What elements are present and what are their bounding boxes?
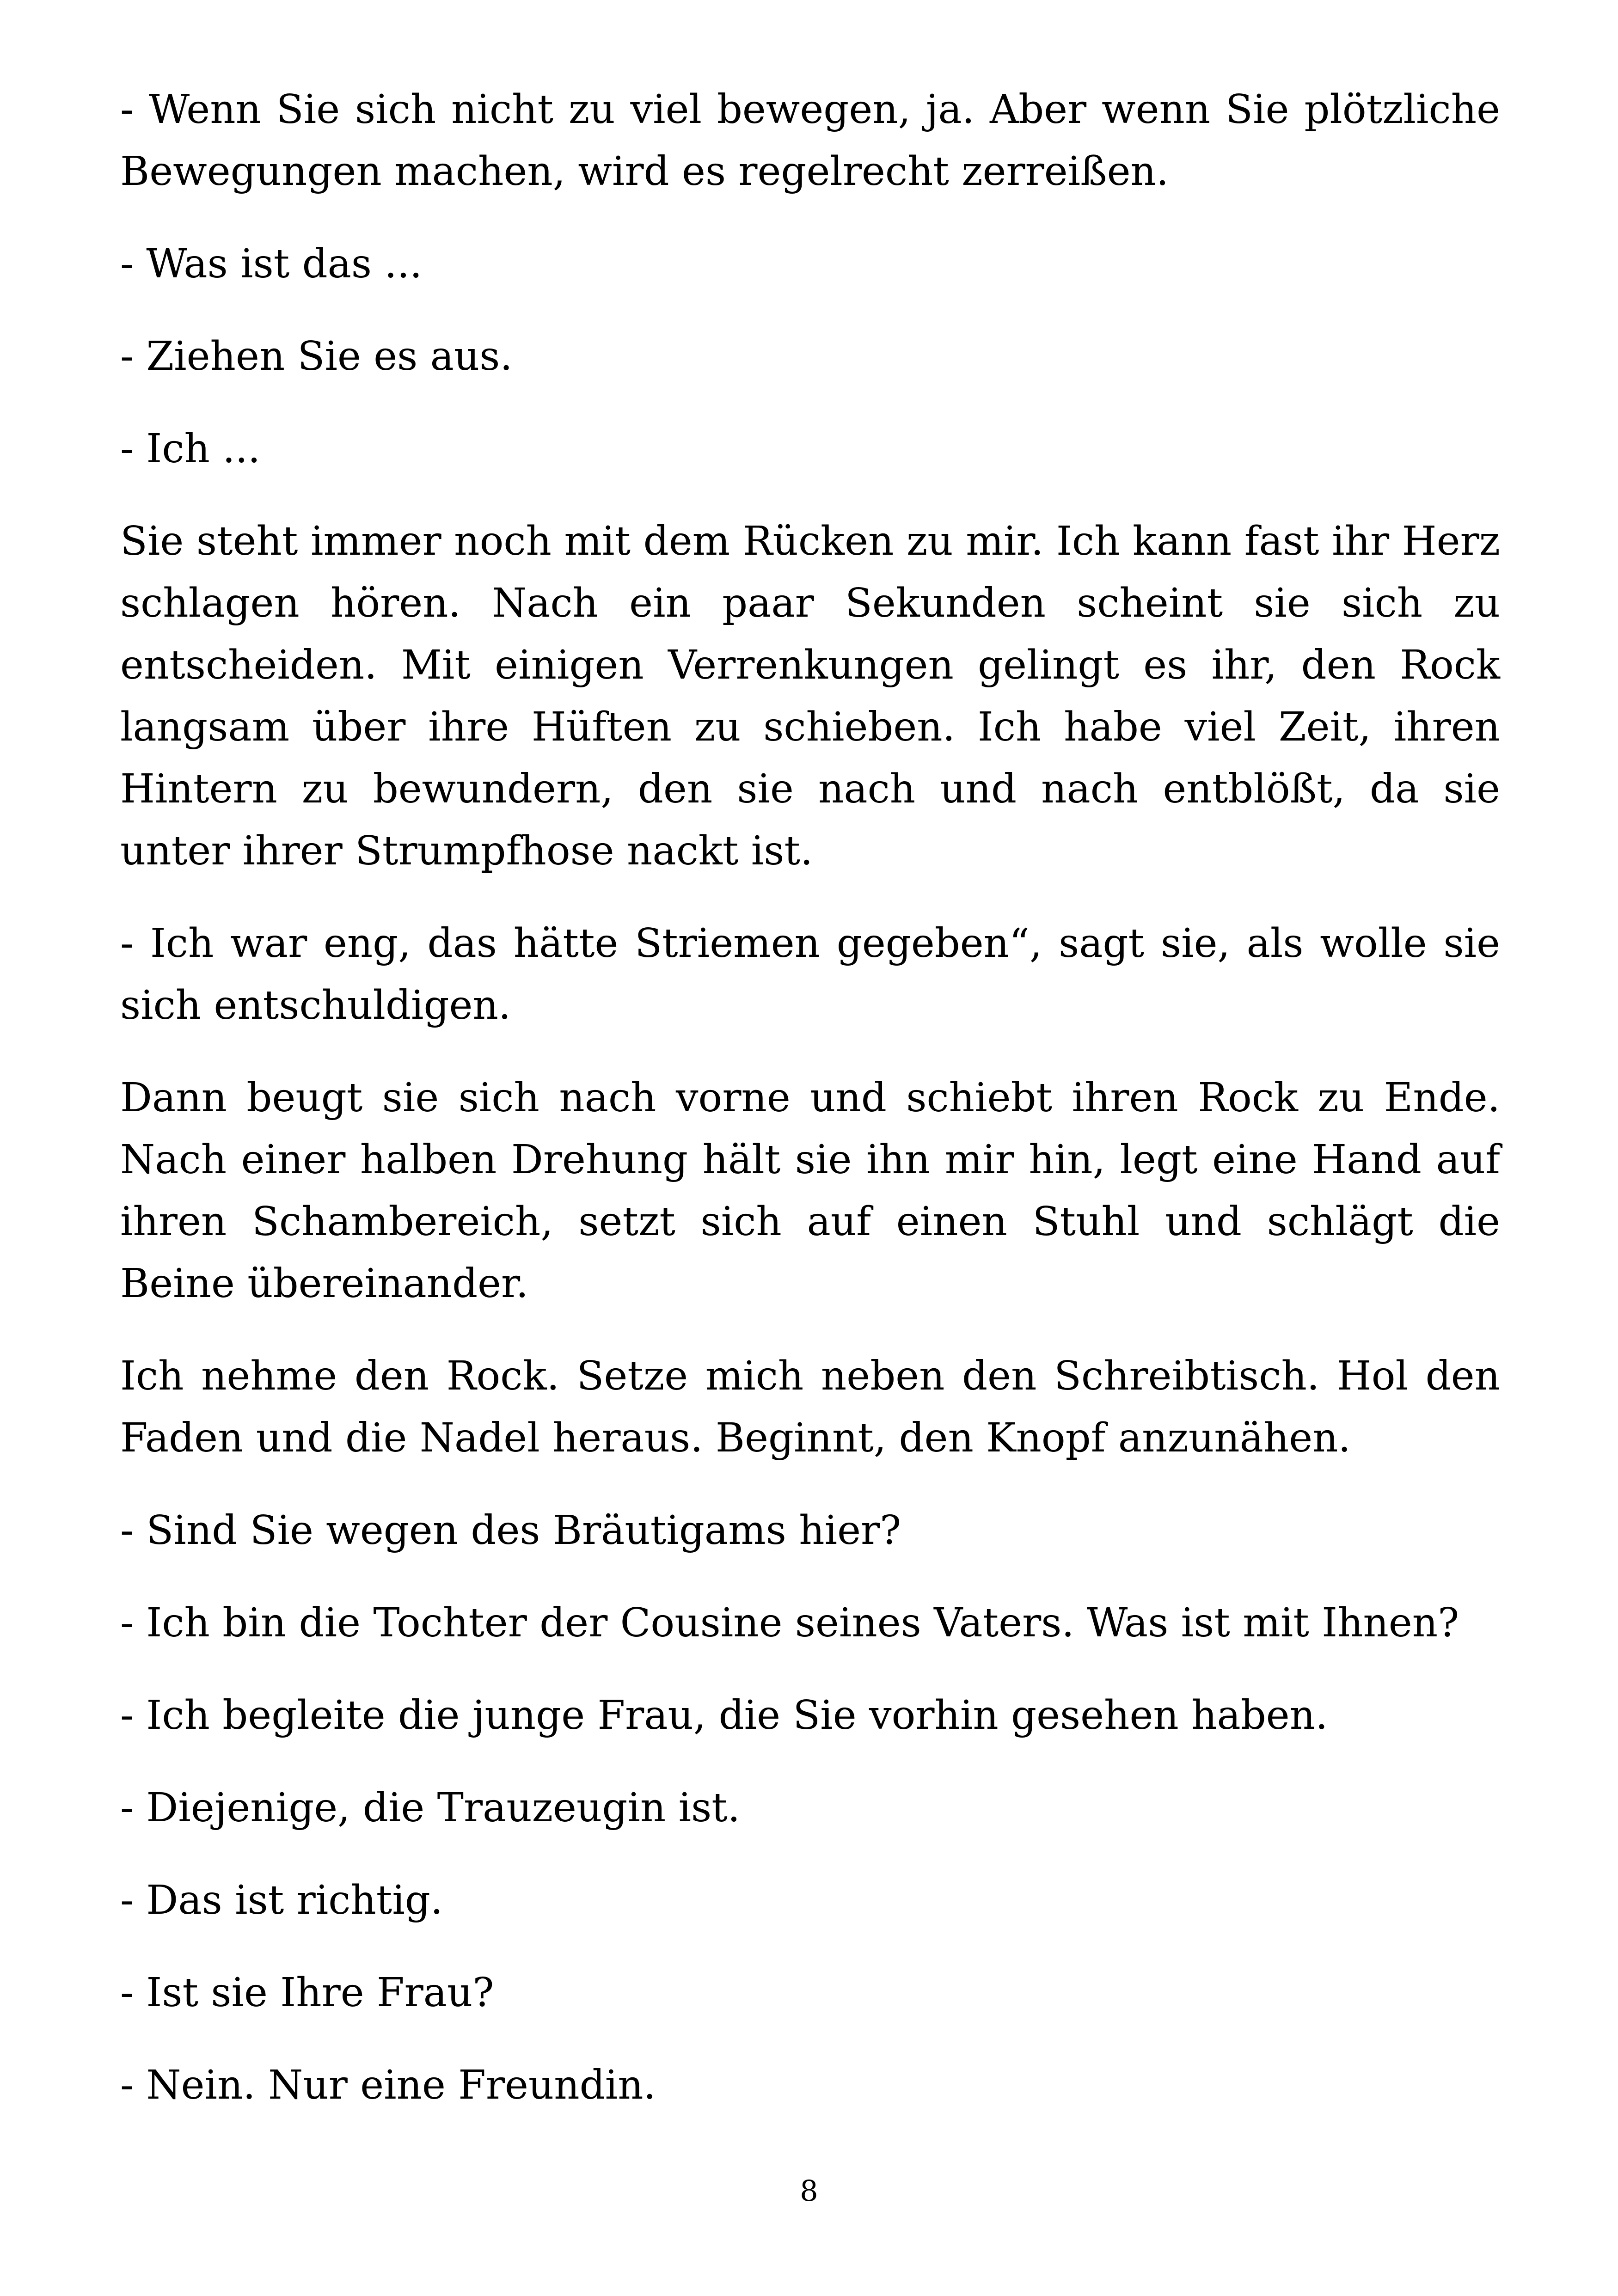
page-number: 8 <box>800 2174 818 2208</box>
paragraph-10: - Ich bin die Tochter der Cousine seines Vaters. Was ist mit Ihnen? <box>120 1600 1459 1646</box>
paragraph-11: - Ich begleite die junge Frau, die Sie vorhin gesehen haben. <box>120 1692 1328 1739</box>
paragraph-6: - Ich war eng, das hätte Striemen gegeben“, sagt sie, als wolle sie sich entschuldigen. <box>120 920 1500 1029</box>
paragraph-4: - Ich ... <box>120 426 261 472</box>
paragraph-15: - Nein. Nur eine Freundin. <box>120 2062 656 2108</box>
paragraph-12: - Diejenige, die Trauzeugin ist. <box>120 1785 741 1831</box>
paragraph-9: - Sind Sie wegen des Bräutigams hier? <box>120 1507 901 1554</box>
paragraph-5: Sie steht immer noch mit dem Rücken zu mir. Ich kann fast ihr Herz schlagen hören. Nach ein paar Sekunden scheint sie sich zu entscheiden. Mit einigen Verrenkungen gelingt es ihr, den Rock langsam über ihre Hüften zu schieben. Ich habe viel Zeit, ihren Hintern zu bewundern, den sie nach und nach entblößt, da sie unter ihrer Strumpfhose nackt ist. <box>120 518 1500 874</box>
paragraph-8: Ich nehme den Rock. Setze mich neben den Schreibtisch. Hol den Faden und die Nadel heraus. Beginnt, den Knopf anzunähen. <box>120 1353 1500 1461</box>
paragraph-13: - Das ist richtig. <box>120 1877 443 1923</box>
paragraph-1: - Wenn Sie sich nicht zu viel bewegen, ja. Aber wenn Sie plötzliche Bewegungen machen, wird es regelrecht zerreißen. <box>120 86 1500 195</box>
paragraph-2: - Was ist das ... <box>120 241 423 287</box>
paragraph-7: Dann beugt sie sich nach vorne und schiebt ihren Rock zu Ende. Nach einer halben Drehung hält sie ihn mir hin, legt eine Hand auf ihren Schambereich, setzt sich auf einen Stuhl und schlägt die Beine übereinander. <box>120 1075 1500 1307</box>
paragraph-14: - Ist sie Ihre Frau? <box>120 1970 494 2016</box>
paragraph-3: - Ziehen Sie es aus. <box>120 333 513 380</box>
text-body <box>120 79 1500 2147</box>
